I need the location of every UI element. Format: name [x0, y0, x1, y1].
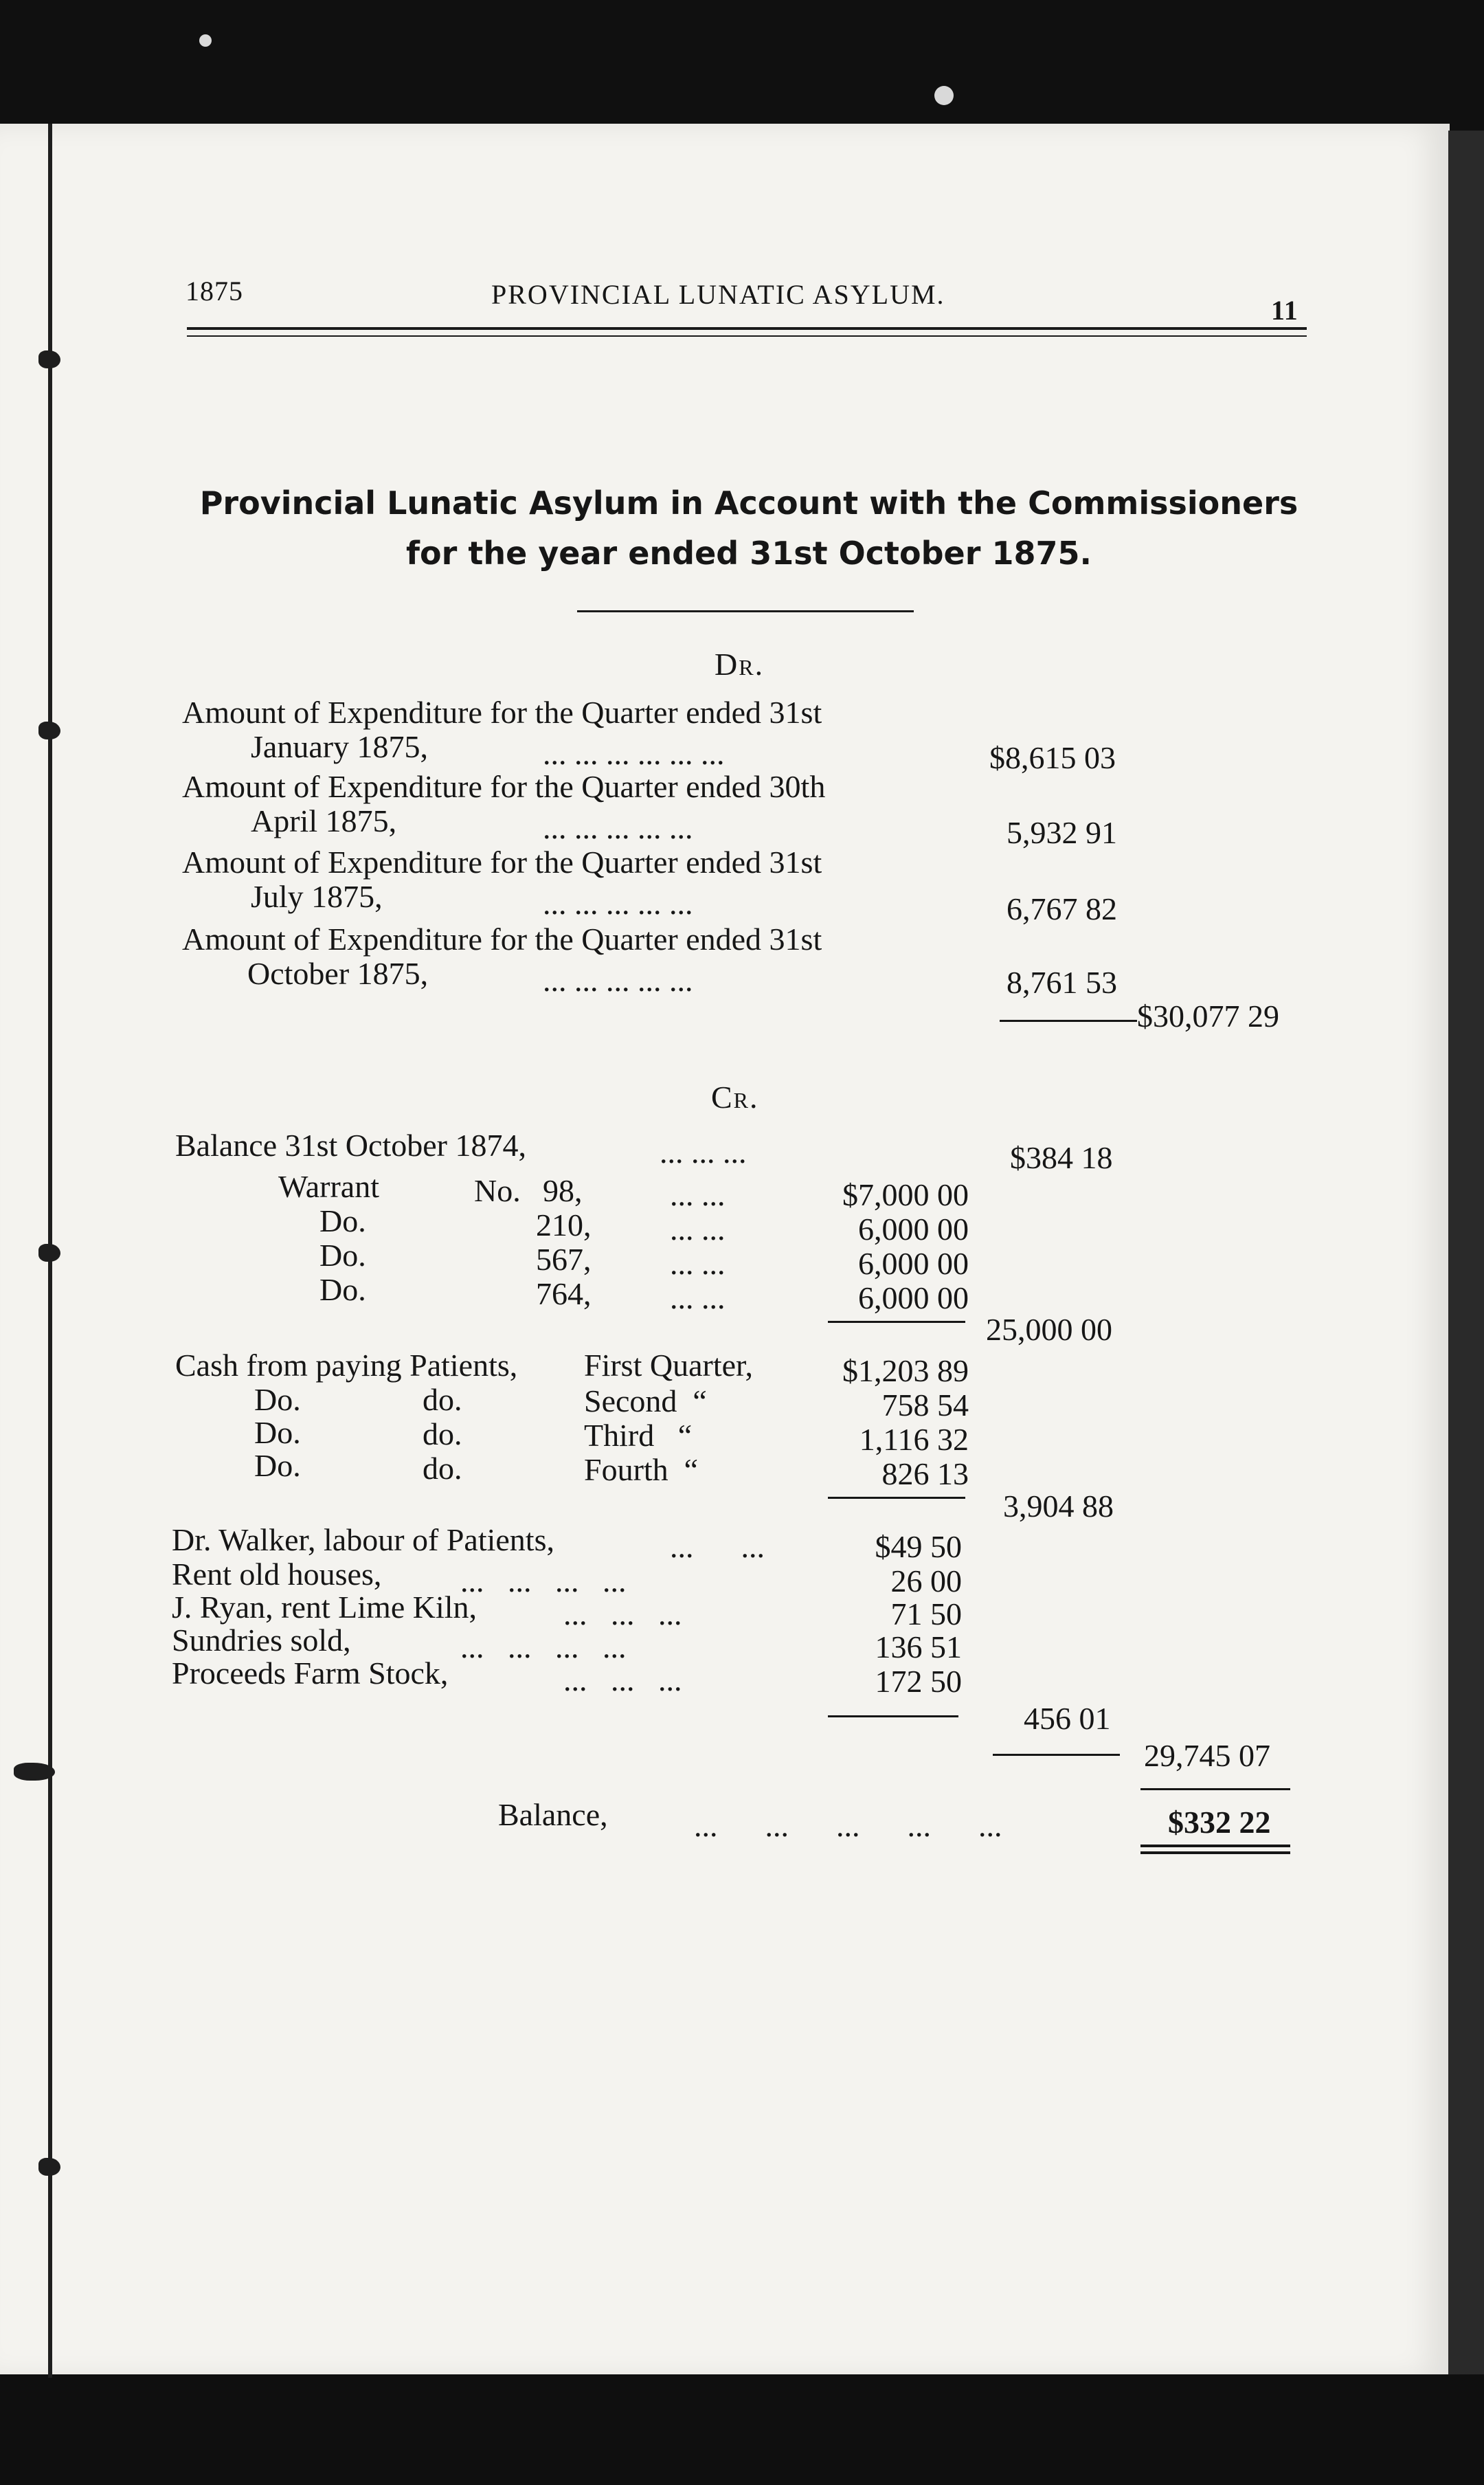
sundry-5-amount: 172 50 [875, 1664, 962, 1699]
sundry-3-leaders: ... ... ... [563, 1596, 682, 1631]
header-rule [187, 327, 1307, 330]
debit-row-2-amount: 5,932 91 [1007, 815, 1117, 850]
page-number: 11 [1271, 295, 1298, 326]
patients-subtotal-rule [828, 1497, 965, 1499]
warrants-subtotal-rule [828, 1321, 965, 1323]
account-title-line1: Provincial Lunatic Asylum in Account with the Commissioners [199, 484, 1298, 522]
debit-row-2-line2: April 1875, [251, 803, 397, 838]
debit-row-1-line1: Amount of Expenditure for the Quarter ended 31st [182, 695, 822, 730]
warrant-2-amount: 6,000 00 [858, 1212, 969, 1247]
warrant-4-number: 764, [536, 1276, 592, 1311]
warrant-3-leaders: ... ... [670, 1246, 726, 1281]
sundry-1-leaders: ... ... [670, 1529, 765, 1564]
patients-2-label: Do. [254, 1382, 301, 1417]
patients-1-quarter: First Quarter, [584, 1348, 753, 1383]
balance-label: Balance, [498, 1797, 608, 1832]
debit-row-4-leaders: ... ... ... ... ... [543, 963, 693, 998]
debit-row-2-leaders: ... ... ... ... ... [543, 810, 693, 845]
warrants-total: 25,000 00 [986, 1312, 1112, 1347]
binding-stitch [38, 2158, 60, 2176]
account-title-line2: for the year ended 31st October 1875. [406, 535, 1092, 572]
debit-row-3-line1: Amount of Expenditure for the Quarter ended 31st [182, 845, 822, 880]
credit-heading: Cr. [711, 1080, 759, 1115]
sundry-5-label: Proceeds Farm Stock, [172, 1656, 449, 1691]
warrant-3-label: Do. [319, 1238, 366, 1273]
sundry-4-leaders: ... ... ... ... [460, 1629, 627, 1664]
patients-3-ditto: do. [423, 1416, 462, 1451]
header-year: 1875 [186, 276, 243, 307]
warrant-1-label: Warrant [278, 1169, 379, 1204]
warrant-4-leaders: ... ... [670, 1280, 726, 1315]
warrant-4-label: Do. [319, 1272, 366, 1307]
credit-opening-amount: $384 18 [1010, 1140, 1113, 1175]
scan-background-bottom [0, 2374, 1484, 2485]
warrant-3-amount: 6,000 00 [858, 1246, 969, 1281]
sundries-subtotal-rule [828, 1715, 958, 1717]
sundry-3-amount: 71 50 [890, 1596, 962, 1631]
patients-4-ditto: do. [423, 1451, 462, 1486]
balance-double-rule-2 [1140, 1851, 1290, 1854]
debit-row-4-amount: 8,761 53 [1007, 965, 1117, 1000]
patients-3-label: Do. [254, 1415, 301, 1450]
patients-total: 3,904 88 [1003, 1489, 1114, 1524]
patients-1-amount: $1,203 89 [842, 1353, 969, 1388]
warrant-1-no: No. [474, 1173, 521, 1208]
debit-heading: Dr. [715, 647, 765, 682]
balance-amount: $332 22 [1168, 1805, 1271, 1840]
scan-background-top [0, 0, 1484, 131]
debit-subtotal-rule [1000, 1020, 1137, 1022]
patients-4-label: Do. [254, 1448, 301, 1483]
balance-leaders: ... ... ... ... ... [694, 1808, 1002, 1843]
header-rule-thin [187, 335, 1307, 337]
sundry-2-leaders: ... ... ... ... [460, 1563, 627, 1598]
sundry-2-label: Rent old houses, [172, 1557, 382, 1592]
patients-2-quarter: Second “ [584, 1383, 707, 1418]
warrant-2-label: Do. [319, 1203, 366, 1238]
balance-double-rule-1 [1140, 1845, 1290, 1847]
patients-3-amount: 1,116 32 [859, 1422, 969, 1457]
warrant-3-number: 567, [536, 1242, 592, 1277]
scan-speck [934, 86, 954, 105]
debit-row-4-line1: Amount of Expenditure for the Quarter ended 31st [182, 922, 822, 957]
running-title: PROVINCIAL LUNATIC ASYLUM. [491, 279, 945, 310]
sundry-5-leaders: ... ... ... [563, 1662, 682, 1697]
title-rule [577, 610, 914, 612]
credit-opening-label: Balance 31st October 1874, [175, 1128, 526, 1163]
patients-4-quarter: Fourth “ [584, 1452, 699, 1487]
warrant-4-amount: 6,000 00 [858, 1280, 969, 1315]
debit-row-1-amount: $8,615 03 [989, 740, 1116, 775]
credit-opening-leaders: ... ... ... [660, 1135, 747, 1170]
scan-speck [199, 34, 212, 47]
warrant-1-amount: $7,000 00 [842, 1177, 969, 1212]
patients-2-ditto: do. [423, 1382, 462, 1417]
debit-total: $30,077 29 [1137, 999, 1279, 1034]
patients-3-quarter: Third “ [584, 1418, 693, 1453]
warrant-2-leaders: ... ... [670, 1212, 726, 1247]
patients-1-label: Cash from paying Patients, [175, 1348, 518, 1383]
debit-row-2-line1: Amount of Expenditure for the Quarter ended 30th [182, 769, 826, 804]
warrant-1-leaders: ... ... [670, 1177, 726, 1212]
debit-row-1-line2: January 1875, [251, 729, 429, 764]
balance-top-rule [1140, 1788, 1290, 1790]
sundry-4-label: Sundries sold, [172, 1623, 351, 1658]
debit-row-4-line2: October 1875, [247, 956, 429, 991]
binding-stitch [38, 1244, 60, 1262]
debit-row-3-leaders: ... ... ... ... ... [543, 886, 693, 921]
sundries-total: 456 01 [1024, 1701, 1111, 1736]
credit-grand-total: 29,745 07 [1144, 1738, 1270, 1773]
debit-row-3-amount: 6,767 82 [1007, 891, 1117, 926]
warrant-2-number: 210, [536, 1207, 592, 1242]
sundry-1-amount: $49 50 [875, 1529, 962, 1564]
page-edge [1448, 131, 1484, 2378]
debit-row-1-leaders: ... ... ... ... ... ... [543, 736, 725, 771]
sundry-2-amount: 26 00 [890, 1563, 962, 1598]
sundry-3-label: J. Ryan, rent Lime Kiln, [172, 1590, 477, 1625]
credit-subtotal-rule [993, 1754, 1120, 1756]
binding-stitch [14, 1763, 55, 1781]
binding-stitch [38, 350, 60, 368]
patients-2-amount: 758 54 [881, 1388, 969, 1423]
sundry-1-label: Dr. Walker, labour of Patients, [172, 1522, 554, 1557]
patients-4-amount: 826 13 [881, 1456, 969, 1491]
debit-row-3-line2: July 1875, [251, 879, 383, 914]
sundry-4-amount: 136 51 [875, 1629, 962, 1664]
warrant-1-number: 98, [543, 1173, 583, 1208]
binding-stitch [38, 722, 60, 739]
